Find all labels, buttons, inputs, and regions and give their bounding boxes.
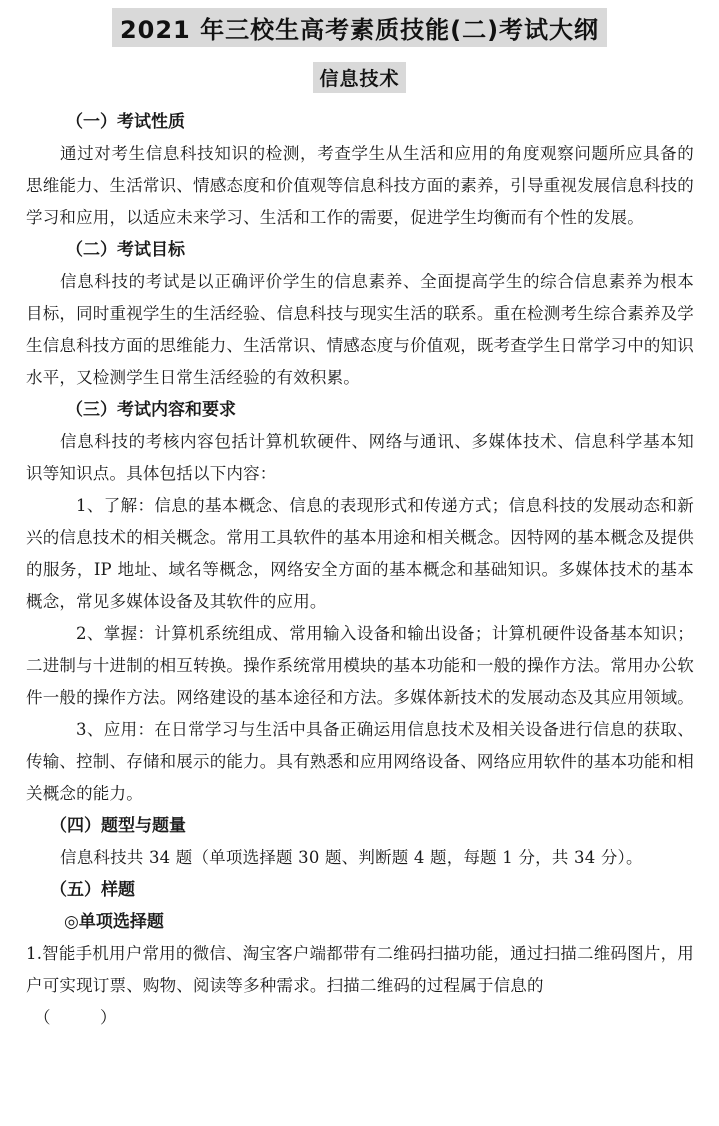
document-title: 2021 年三校生高考素质技能(二)考试大纲 [112, 8, 607, 47]
content-item-apply: 3、应用：在日常学习与生活中具备正确运用信息技术及相关设备进行信息的获取、传输、控制、存储和展示的能力。具有熟悉和应用网络设备、网络应用软件的基本功能和相关概念的能力。 [26, 720, 694, 803]
section-text-content-intro: 信息科技的考核内容包括计算机软硬件、网络与通讯、多媒体技术、信息科学基本知识等知识点。具体包括以下内容： [26, 432, 694, 483]
section-heading-goal: （二）考试目标 [66, 240, 185, 260]
section-heading-content: （三）考试内容和要求 [66, 400, 236, 420]
content-item-understand: 1、了解：信息的基本概念、信息的表现形式和传递方式；信息科技的发展动态和新兴的信息技术的相关概念。常用工具软件的基本用途和相关概念。因特网的基本概念及提供的服务，IP 地址、域名等概念，网络安全方面的基本概念和基础知识。多媒体技术的基本概念，常见多媒体设备及其软件的应用。 [26, 496, 694, 611]
subject-title: 信息技术 [313, 62, 405, 93]
content-item-master: 2、掌握：计算机系统组成、常用输入设备和输出设备；计算机硬件设备基本知识；二进制与十进制的相互转换。操作系统常用模块的基本功能和一般的操作方法。常用办公软件一般的操作方法。网络建设的基本途径和方法。多媒体新技术的发展动态及其应用领域。 [26, 624, 694, 707]
document-body [26, 106, 694, 1034]
section-text-goal: 信息科技的考试是以正确评价学生的信息素养、全面提高学生的综合信息素养为根本目标，同时重视学生的生活经验、信息科技与现实生活的联系。重在检测考生综合素养及学生信息科技方面的思维能力、生活常识、情感态度与价值观，既考查学生日常学习中的知识水平，又检测学生日常生活经验的有效积累。 [26, 272, 694, 387]
section-text-types: 信息科技共 34 题（单项选择题 30 题、判断题 4 题，每题 1 分，共 34 分）。 [60, 848, 643, 867]
section-heading-samples: （五）样题 [50, 880, 135, 900]
subject-title-block [0, 62, 719, 93]
section-text-nature: 通过对考生信息科技知识的检测，考查学生从生活和应用的角度观察问题所应具备的思维能力、生活常识、情感态度和价值观等信息科技方面的素养，引导重视发展信息科技的学习和应用，以适应未来学习、生活和工作的需要，促进学生均衡而有个性的发展。 [26, 144, 694, 227]
answer-blank: （ ） [34, 1008, 117, 1027]
section-heading-types: （四）题型与题量 [50, 816, 186, 836]
document-title-block [0, 8, 719, 47]
sample-subheading-single-choice: ◎单项选择题 [64, 912, 164, 932]
sample-question-1: 1.智能手机用户常用的微信、淘宝客户端都带有二维码扫描功能，通过扫描二维码图片，用户可实现订票、购物、阅读等多种需求。扫描二维码的过程属于信息的 [26, 944, 694, 995]
section-heading-nature: （一）考试性质 [66, 112, 185, 132]
